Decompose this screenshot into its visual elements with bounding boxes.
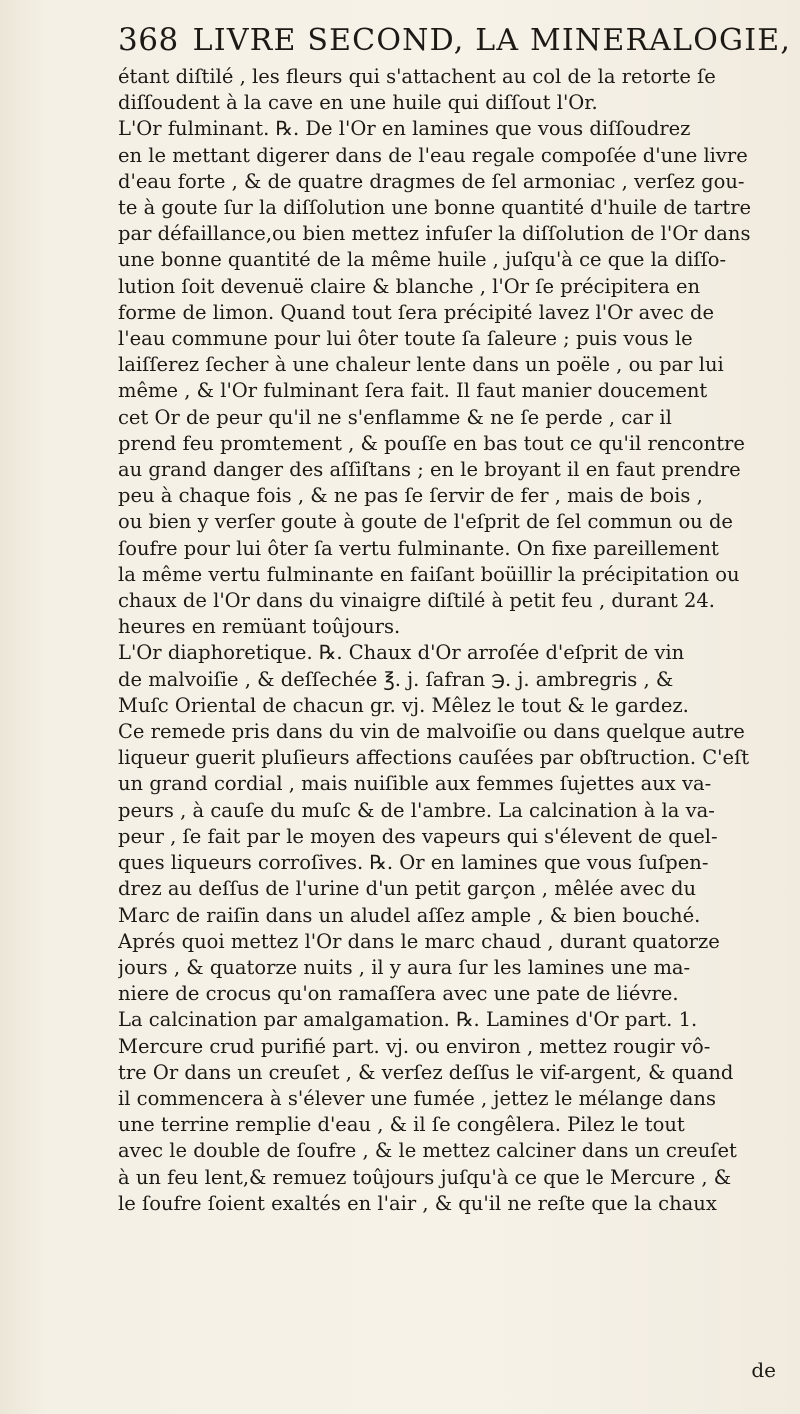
text-line: à un feu lent,& remuez toûjours juſqu'à ce que le Mercure , & <box>118 1165 732 1189</box>
text-line: de malvoiſie , & deſſechée ℥. j. ſafran ℈. j. ambregris , & <box>118 667 674 691</box>
text-line: L'Or diaphoretique. ℞. Chaux d'Or arroſée d'eſprit de vin <box>118 641 685 665</box>
text-line: La calcination par amalgamation. ℞. Lamines d'Or part. 1. <box>118 1008 698 1032</box>
text-line: même , & l'Or fulminant ſera fait. Il faut manier doucement <box>118 379 708 403</box>
text-line: il commencera à s'élever une fumée , jettez le mélange dans <box>118 1086 716 1110</box>
text-line: liqueur guerit pluſieurs affections cauſées par obſtruction. C'eſt <box>118 746 750 770</box>
text-line: Muſc Oriental de chacun gr. vj. Mêlez le tout & le gardez. <box>118 693 689 717</box>
text-line: Marc de raiſin dans un aludel aſſez ample , & bien bouché. <box>118 903 701 927</box>
text-line: en le mettant digerer dans de l'eau regale compoſée d'une livre <box>118 143 748 167</box>
text-line: par défaillance,ou bien mettez infuſer la diſſolution de l'Or dans <box>118 222 751 246</box>
text-line: Aprés quoi mettez l'Or dans le marc chaud , durant quatorze <box>118 929 720 953</box>
text-line: drez au deſſus de l'urine d'un petit garçon , mêlée avec du <box>118 877 697 901</box>
text-line: peurs , à cauſe du muſc & de l'ambre. La calcination à la va- <box>118 798 715 822</box>
text-line: ou bien y verſer goute à goute de l'eſprit de ſel commun ou de <box>118 510 733 534</box>
text-line: avec le double de ſoufre , & le mettez calciner dans un creuſet <box>118 1139 737 1163</box>
text-line: cet Or de peur qu'il ne s'enflamme & ne ſe perde , car il <box>118 405 672 429</box>
text-line: d'eau forte , & de quatre dragmes de ſel armoniac , verſez gou- <box>118 169 745 193</box>
text-line: une terrine remplie d'eau , & il ſe congêlera. Pilez le tout <box>118 1113 685 1137</box>
text-line: heures en remüant toûjours. <box>118 615 401 639</box>
text-line: ques liqueurs corroſives. ℞. Or en lamines que vous ſuſpen- <box>118 851 709 875</box>
running-title: LIVRE SECOND, LA MINERALOGIE, <box>192 23 792 58</box>
text-line: l'eau commune pour lui ôter toute ſa ſaleure ; puis vous le <box>118 327 693 351</box>
text-line: jours , & quatorze nuits , il y aura ſur les lamines une ma- <box>118 955 691 979</box>
text-line: peur , ſe fait par le moyen des vapeurs qui s'élevent de quel- <box>118 824 718 848</box>
text-line: la même vertu fulminante en faiſant boüillir la précipitation ou <box>118 562 740 586</box>
text-line: L'Or fulminant. ℞. De l'Or en lamines que vous diſſoudrez <box>118 117 691 141</box>
page-header <box>118 22 792 68</box>
text-line: une bonne quantité de la même huile , juſqu'à ce que la diſſo- <box>118 248 727 272</box>
catchword: de <box>751 1358 776 1382</box>
text-line: prend feu promtement , & pouſſe en bas tout ce qu'il rencontre <box>118 431 745 455</box>
text-line: ſoufre pour lui ôter ſa vertu fulminante. On fixe pareillement <box>118 536 719 560</box>
text-line: laiſſerez ſecher à une chaleur lente dans un poële , ou par lui <box>118 353 724 377</box>
text-line: Ce remede pris dans du vin de malvoiſie ou dans quelque autre <box>118 720 745 744</box>
text-line: tre Or dans un creuſet , & verſez deſſus le vif-argent, & quand <box>118 1060 734 1084</box>
text-line: peu à chaque fois , & ne pas ſe ſervir de fer , mais de bois , <box>118 484 703 508</box>
text-line: niere de crocus qu'on ramaſſera avec une pate de liévre. <box>118 982 679 1006</box>
text-line: Mercure crud purifié part. vj. ou environ , mettez rougir vô- <box>118 1034 711 1058</box>
text-line: forme de limon. Quand tout ſera précipité lavez l'Or avec de <box>118 300 714 324</box>
text-line: diſſoudent à la cave en une huile qui diſſout l'Or. <box>118 91 598 115</box>
text-line: étant diſtilé , les fleurs qui s'attachent au col de la retorte ſe <box>118 65 716 88</box>
body-text <box>118 64 780 1217</box>
page-number: 368 <box>118 22 179 58</box>
text-line: au grand danger des aſſiſtans ; en le broyant il en faut prendre <box>118 458 741 482</box>
text-line: chaux de l'Or dans du vinaigre diſtilé à petit feu , durant 24. <box>118 589 715 613</box>
text-line: te à goute ſur la diſſolution une bonne quantité d'huile de tartre <box>118 196 752 220</box>
text-line: lution ſoit devenuë claire & blanche , l'Or ſe précipitera en <box>118 274 701 298</box>
text-line: un grand cordial , mais nuiſible aux femmes ſujettes aux va- <box>118 772 712 796</box>
text-line: le ſoufre ſoient exaltés en l'air , & qu'il ne reſte que la chaux <box>118 1191 717 1215</box>
